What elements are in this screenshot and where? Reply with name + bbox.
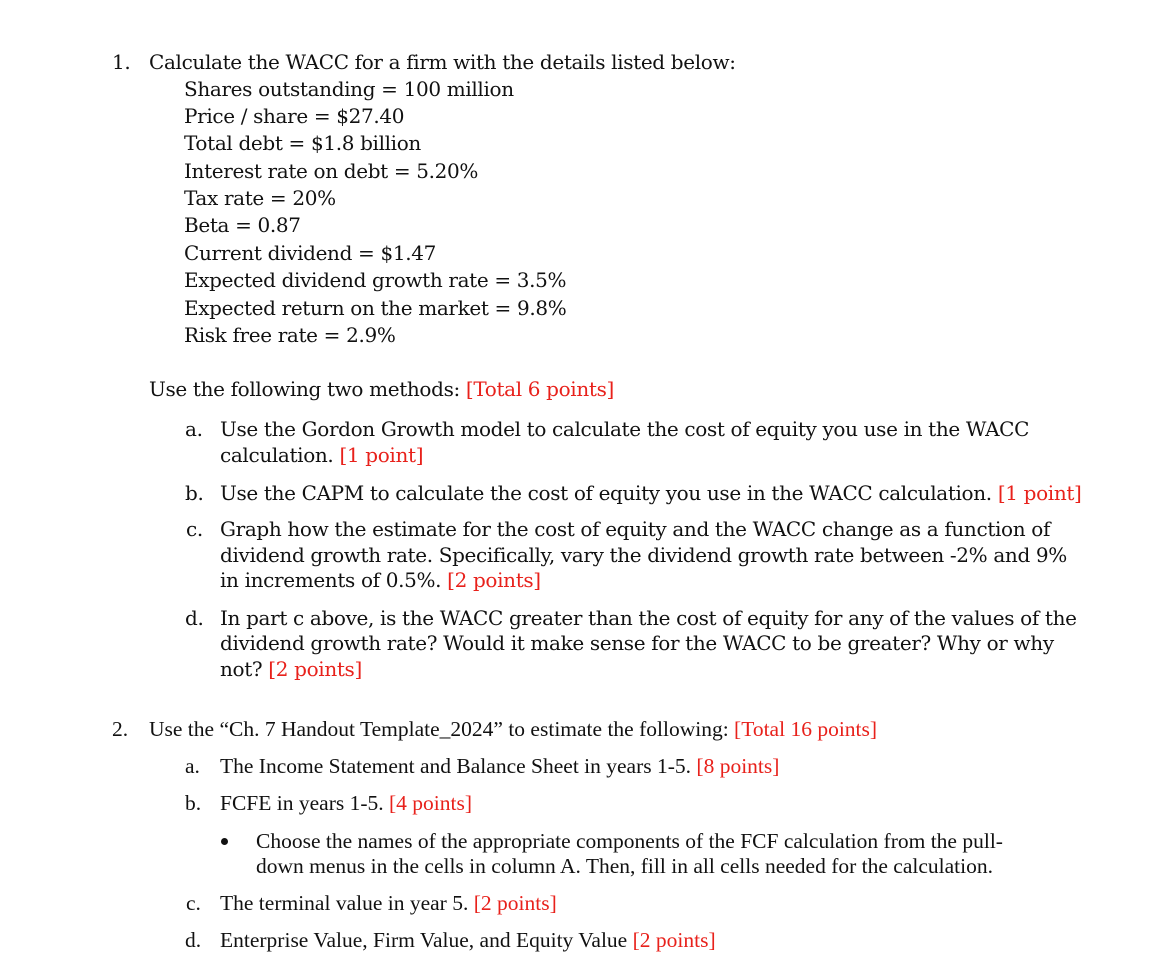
bullet-icon [221,838,228,845]
q2b-bullet-line2: down menus in the cells in column A. Then, fill in all cells needed for the calculation. [256,854,993,878]
detail-total-debt: Total debt = $1.8 billion [184,131,421,155]
q2d-line [220,928,716,952]
q1c-text-line3 [220,568,541,592]
q1b-text: Use the CAPM to calculate the cost of equity you use in the WACC calculation. [220,481,998,505]
q1-methods-line [149,377,614,401]
q1c-letter: c. [186,517,203,541]
detail-current-dividend: Current dividend = $1.47 [184,241,436,265]
q1-methods-text: Use the following two methods: [149,377,466,401]
detail-interest-rate: Interest rate on debt = 5.20% [184,159,479,183]
q2d-points: [2 points] [632,928,716,952]
q1a-text-line1: Use the Gordon Growth model to calculate the cost of equity you use in the WACC [220,417,1030,441]
q2a-line [220,754,779,778]
q2b-bullet-line1: Choose the names of the appropriate components of the FCF calculation from the pull- [256,829,1003,853]
q1d-text-line3 [220,657,362,681]
q1d-text-line2: dividend growth rate? Would it make sense for the WACC to be greater? Why or why [220,631,1054,655]
q1d-text-line1: In part c above, is the WACC greater than the cost of equity for any of the values of the [220,606,1077,630]
q1-number: 1. [112,50,131,74]
q1c-text-line2: dividend growth rate. Specifically, vary the dividend growth rate between -2% and 9% [220,543,1067,567]
q2c-points: [2 points] [473,891,557,915]
q1-total-points: [Total 6 points] [465,377,614,401]
detail-price-per-share: Price / share = $27.40 [184,104,405,128]
q2a-letter: a. [185,754,200,778]
q2b-letter: b. [185,791,202,815]
q1a-text: calculation. [220,443,340,467]
q1b-text-line [220,481,1082,505]
q2-prompt: Use the “Ch. 7 Handout Template_2024” to estimate the following: [149,717,735,741]
q1d-points: [2 points] [268,657,362,681]
detail-beta: Beta = 0.87 [184,213,301,237]
detail-shares-outstanding: Shares outstanding = 100 million [184,77,514,101]
q2c-letter: c. [186,891,201,915]
q2a-points: [8 points] [696,754,780,778]
q1d-text: not? [220,657,269,681]
q2-total-points: [Total 16 points] [734,717,878,741]
q2b-points: [4 points] [389,791,473,815]
q2d-text: Enterprise Value, Firm Value, and Equity Value [220,928,633,952]
q2b-text: FCFE in years 1-5. [220,791,390,815]
q1c-points: [2 points] [447,568,541,592]
q2c-text: The terminal value in year 5. [220,891,474,915]
q1b-letter: b. [185,481,204,505]
detail-risk-free-rate: Risk free rate = 2.9% [184,323,396,347]
q2a-text: The Income Statement and Balance Sheet in years 1-5. [220,754,697,778]
q2d-letter: d. [185,928,202,952]
q1-prompt: Calculate the WACC for a firm with the details listed below: [149,50,736,74]
detail-market-return: Expected return on the market = 9.8% [184,296,567,320]
q1a-letter: a. [185,417,203,441]
q2-number: 2. [112,717,129,741]
q2b-line [220,791,472,815]
q2-prompt-line [149,717,877,741]
q1c-text-line1: Graph how the estimate for the cost of equity and the WACC change as a function of [220,517,1051,541]
q1a-text-line2 [220,443,423,467]
q1c-text: in increments of 0.5%. [220,568,448,592]
q1d-letter: d. [185,606,204,630]
detail-dividend-growth: Expected dividend growth rate = 3.5% [184,268,567,292]
q1a-points: [1 point] [339,443,424,467]
q2c-line [220,891,557,915]
q1b-points: [1 point] [997,481,1082,505]
detail-tax-rate: Tax rate = 20% [184,186,336,210]
